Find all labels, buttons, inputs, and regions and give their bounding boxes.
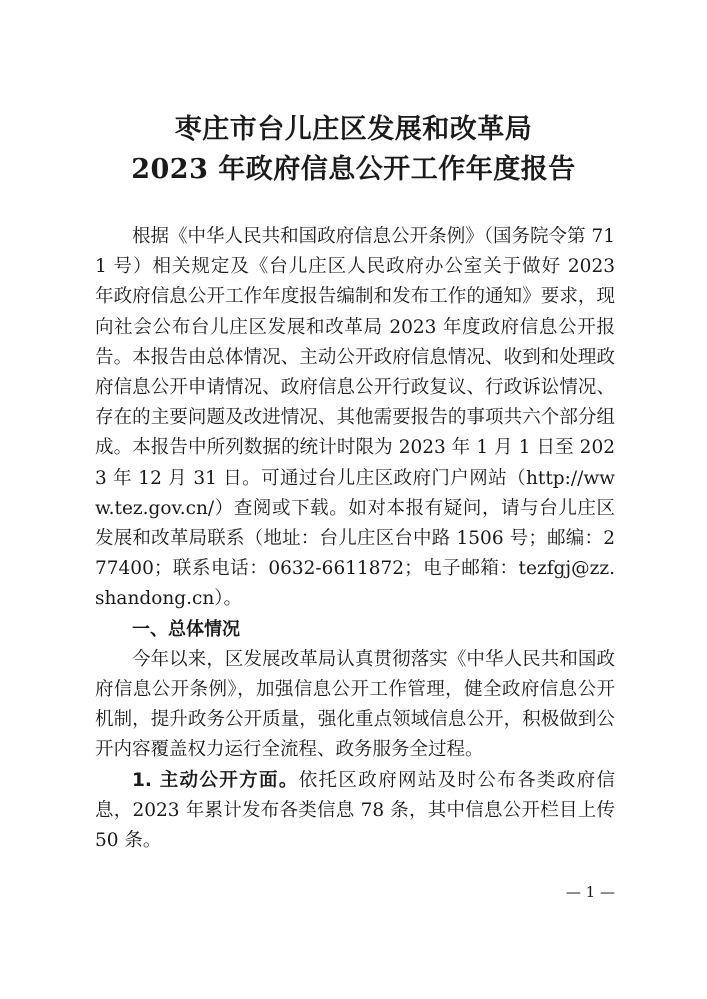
proactive-disclosure-text: 依托区政府网站及时公布各类政府信息，2023 年累计发布各类信息 78 条，其中信息公开栏目上传 50 条。	[95, 769, 615, 852]
overview-paragraph: 今年以来，区发展改革局认真贯彻落实《中华人民共和国政府信息公开条例》，加强信息公开工作管理，健全政府信息公开机制，提升政务公开质量，强化重点领域信息公开，积极做到公开内容覆盖权力运行全流程、政务服务全过程。	[95, 648, 615, 761]
document-title	[0, 110, 707, 190]
page-number: — 1 —	[565, 883, 615, 901]
intro-paragraph: 根据《中华人民共和国政府信息公开条例》（国务院令第 711 号）相关规定及《台儿庄区人民政府办公室关于做好 2023 年政府信息公开工作年度报告编制和发布工作的通知》要求，现向社会公布台儿庄区发展和改革局 2023 年度政府信息公开报告。本报告由总体情况、主动公开政府信息情况、收到和处理政府信息公开申请情况、政府信息公开行政复议、行政诉讼情况、存在的主要问题及改进情况、其他需要报告的事项共六个部分组成。本报告中所列数据的统计时限为 2023 年 1 月 1 日至 2023 年 12 月 31 日。可通过台儿庄区政府门户网站（http://www.tez.gov.cn/）查阅或下载。如对本报有疑问，请与台儿庄区发展和改革局联系（地址：台儿庄区台中路 1506 号；邮编：277400；联系电话：0632-6611872；电子邮箱：tezfgj@zz.shandong.cn）。	[95, 226, 615, 610]
title-line-2: 2023 年政府信息公开工作年度报告	[131, 154, 576, 185]
proactive-disclosure-paragraph	[95, 766, 615, 857]
document-body	[95, 222, 615, 856]
section-heading-overview: 一、总体情况	[132, 618, 240, 640]
title-line-1: 枣庄市台儿庄区发展和改革局	[174, 114, 533, 145]
sub-heading-proactive-disclosure: 1. 主动公开方面。	[132, 769, 299, 791]
